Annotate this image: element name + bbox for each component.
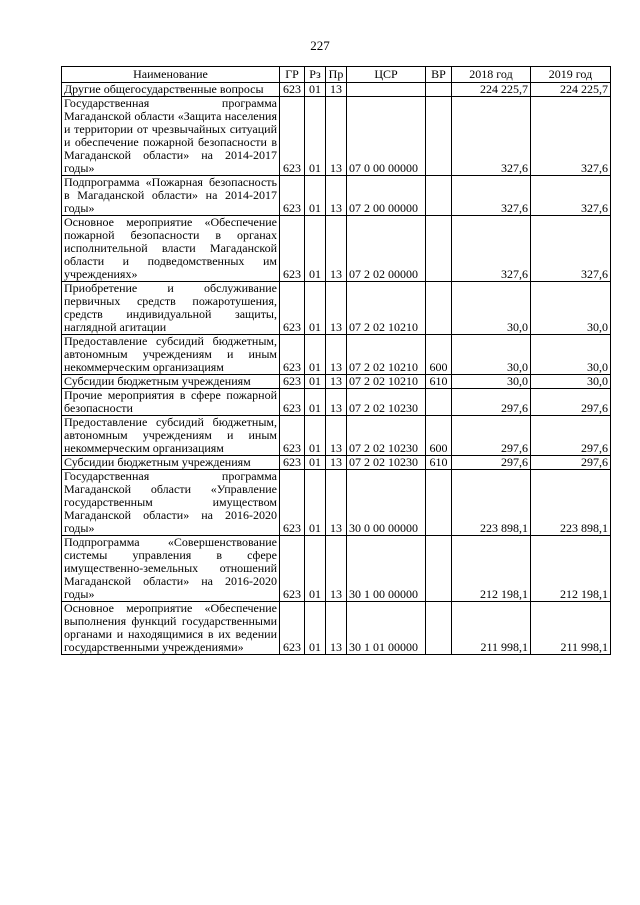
row-amount-2019: 30,0 xyxy=(531,335,611,375)
row-gr: 623 xyxy=(280,375,305,389)
row-amount-2018: 327,6 xyxy=(452,216,531,282)
row-csr: 07 2 02 10210 xyxy=(347,282,426,335)
table-row xyxy=(62,97,611,176)
row-name: Подпрограмма «Пожарная безопасность в Магаданской области» на 2014-2017 годы» xyxy=(62,176,280,216)
row-amount-2018: 223 898,1 xyxy=(452,470,531,536)
row-amount-2018: 30,0 xyxy=(452,335,531,375)
header-vr: ВР xyxy=(426,67,452,83)
row-rz: 01 xyxy=(305,416,326,456)
row-amount-2019: 30,0 xyxy=(531,282,611,335)
header-2018: 2018 год xyxy=(452,67,531,83)
row-csr: 30 0 00 00000 xyxy=(347,470,426,536)
table-row xyxy=(62,470,611,536)
row-pr: 13 xyxy=(326,335,347,375)
header-pr: Пр xyxy=(326,67,347,83)
page-number: 227 xyxy=(310,38,330,53)
row-amount-2018: 30,0 xyxy=(452,282,531,335)
row-pr: 13 xyxy=(326,389,347,416)
table-row xyxy=(62,389,611,416)
row-gr: 623 xyxy=(280,602,305,655)
table-row xyxy=(62,335,611,375)
header-2019: 2019 год xyxy=(531,67,611,83)
row-gr: 623 xyxy=(280,456,305,470)
row-pr: 13 xyxy=(326,456,347,470)
table-row xyxy=(62,176,611,216)
row-vr: 600 xyxy=(426,416,452,456)
row-amount-2019: 327,6 xyxy=(531,216,611,282)
table-row xyxy=(62,416,611,456)
row-rz: 01 xyxy=(305,602,326,655)
header-rz: Рз xyxy=(305,67,326,83)
row-name: Другие общегосударственные вопросы xyxy=(62,83,280,97)
table-row xyxy=(62,375,611,389)
row-name: Подпрограмма «Совершенствование системы управления в сфере имущественно-земельных отношений Магаданской области» на 2016-2020 годы» xyxy=(62,536,280,602)
row-name: Основное мероприятие «Обеспечение пожарной безопасности в органах исполнительной власти Магаданской области и подведомственных им учреждениях» xyxy=(62,216,280,282)
row-rz: 01 xyxy=(305,83,326,97)
row-amount-2018: 30,0 xyxy=(452,375,531,389)
row-amount-2019: 327,6 xyxy=(531,176,611,216)
row-gr: 623 xyxy=(280,97,305,176)
row-pr: 13 xyxy=(326,536,347,602)
row-name: Предоставление субсидий бюджетным, автономным учреждениям и иным некоммерческим организациям xyxy=(62,416,280,456)
table-header xyxy=(62,67,611,83)
row-gr: 623 xyxy=(280,216,305,282)
row-amount-2018: 297,6 xyxy=(452,416,531,456)
row-gr: 623 xyxy=(280,176,305,216)
row-vr xyxy=(426,83,452,97)
header-row xyxy=(62,67,611,83)
row-rz: 01 xyxy=(305,389,326,416)
row-csr xyxy=(347,83,426,97)
row-amount-2019: 212 198,1 xyxy=(531,536,611,602)
row-amount-2018: 212 198,1 xyxy=(452,536,531,602)
row-vr xyxy=(426,389,452,416)
row-amount-2019: 297,6 xyxy=(531,456,611,470)
row-pr: 13 xyxy=(326,83,347,97)
row-amount-2018: 297,6 xyxy=(452,389,531,416)
row-vr xyxy=(426,602,452,655)
row-vr: 610 xyxy=(426,456,452,470)
row-amount-2018: 297,6 xyxy=(452,456,531,470)
table-row xyxy=(62,602,611,655)
table-row xyxy=(62,536,611,602)
header-csr: ЦСР xyxy=(347,67,426,83)
row-amount-2019: 223 898,1 xyxy=(531,470,611,536)
row-pr: 13 xyxy=(326,176,347,216)
row-csr: 07 2 00 00000 xyxy=(347,176,426,216)
row-amount-2019: 211 998,1 xyxy=(531,602,611,655)
row-gr: 623 xyxy=(280,536,305,602)
row-csr: 07 2 02 00000 xyxy=(347,216,426,282)
row-amount-2018: 327,6 xyxy=(452,97,531,176)
row-pr: 13 xyxy=(326,416,347,456)
row-name: Приобретение и обслуживание первичных средств пожаротушения, средств индивидуальной защиты, наглядной агитации xyxy=(62,282,280,335)
row-rz: 01 xyxy=(305,97,326,176)
header-gr: ГР xyxy=(280,67,305,83)
row-amount-2019: 327,6 xyxy=(531,97,611,176)
row-rz: 01 xyxy=(305,536,326,602)
row-vr xyxy=(426,97,452,176)
row-pr: 13 xyxy=(326,470,347,536)
row-rz: 01 xyxy=(305,375,326,389)
row-csr: 07 2 02 10230 xyxy=(347,456,426,470)
row-amount-2018: 211 998,1 xyxy=(452,602,531,655)
header-name: Наименование xyxy=(62,67,280,83)
row-vr: 610 xyxy=(426,375,452,389)
budget-table xyxy=(61,66,611,655)
row-csr: 07 0 00 00000 xyxy=(347,97,426,176)
row-gr: 623 xyxy=(280,389,305,416)
row-gr: 623 xyxy=(280,282,305,335)
row-pr: 13 xyxy=(326,282,347,335)
row-csr: 07 2 02 10230 xyxy=(347,416,426,456)
table-body xyxy=(62,83,611,655)
table-row xyxy=(62,216,611,282)
row-name: Субсидии бюджетным учреждениям xyxy=(62,456,280,470)
row-gr: 623 xyxy=(280,470,305,536)
row-amount-2019: 297,6 xyxy=(531,389,611,416)
row-name: Государственная программа Магаданской области «Управление государственным имуществом Магаданской области» на 2016-2020 годы» xyxy=(62,470,280,536)
row-vr: 600 xyxy=(426,335,452,375)
row-amount-2018: 327,6 xyxy=(452,176,531,216)
row-vr xyxy=(426,470,452,536)
row-csr: 30 1 00 00000 xyxy=(347,536,426,602)
row-vr xyxy=(426,536,452,602)
row-amount-2019: 297,6 xyxy=(531,416,611,456)
row-csr: 07 2 02 10210 xyxy=(347,375,426,389)
row-pr: 13 xyxy=(326,216,347,282)
table-row xyxy=(62,83,611,97)
row-csr: 07 2 02 10230 xyxy=(347,389,426,416)
row-name: Основное мероприятие «Обеспечение выполнения функций государственными органами и находящимися в их ведении государственными учреждениями» xyxy=(62,602,280,655)
row-csr: 30 1 01 00000 xyxy=(347,602,426,655)
row-rz: 01 xyxy=(305,456,326,470)
row-vr xyxy=(426,282,452,335)
row-gr: 623 xyxy=(280,83,305,97)
row-rz: 01 xyxy=(305,470,326,536)
row-amount-2019: 30,0 xyxy=(531,375,611,389)
row-vr xyxy=(426,176,452,216)
table-row xyxy=(62,456,611,470)
row-rz: 01 xyxy=(305,176,326,216)
row-gr: 623 xyxy=(280,416,305,456)
row-rz: 01 xyxy=(305,282,326,335)
row-amount-2019: 224 225,7 xyxy=(531,83,611,97)
row-name: Государственная программа Магаданской области «Защита населения и территории от чрезвычайных ситуаций и обеспечение пожарной безопасности в Магаданской области» на 2014-2017 годы» xyxy=(62,97,280,176)
row-name: Прочие мероприятия в сфере пожарной безопасности xyxy=(62,389,280,416)
row-pr: 13 xyxy=(326,375,347,389)
row-vr xyxy=(426,216,452,282)
row-gr: 623 xyxy=(280,335,305,375)
row-pr: 13 xyxy=(326,97,347,176)
row-name: Предоставление субсидий бюджетным, автономным учреждениям и иным некоммерческим организациям xyxy=(62,335,280,375)
table-row xyxy=(62,282,611,335)
row-rz: 01 xyxy=(305,216,326,282)
row-pr: 13 xyxy=(326,602,347,655)
row-name: Субсидии бюджетным учреждениям xyxy=(62,375,280,389)
row-csr: 07 2 02 10210 xyxy=(347,335,426,375)
row-amount-2018: 224 225,7 xyxy=(452,83,531,97)
row-rz: 01 xyxy=(305,335,326,375)
